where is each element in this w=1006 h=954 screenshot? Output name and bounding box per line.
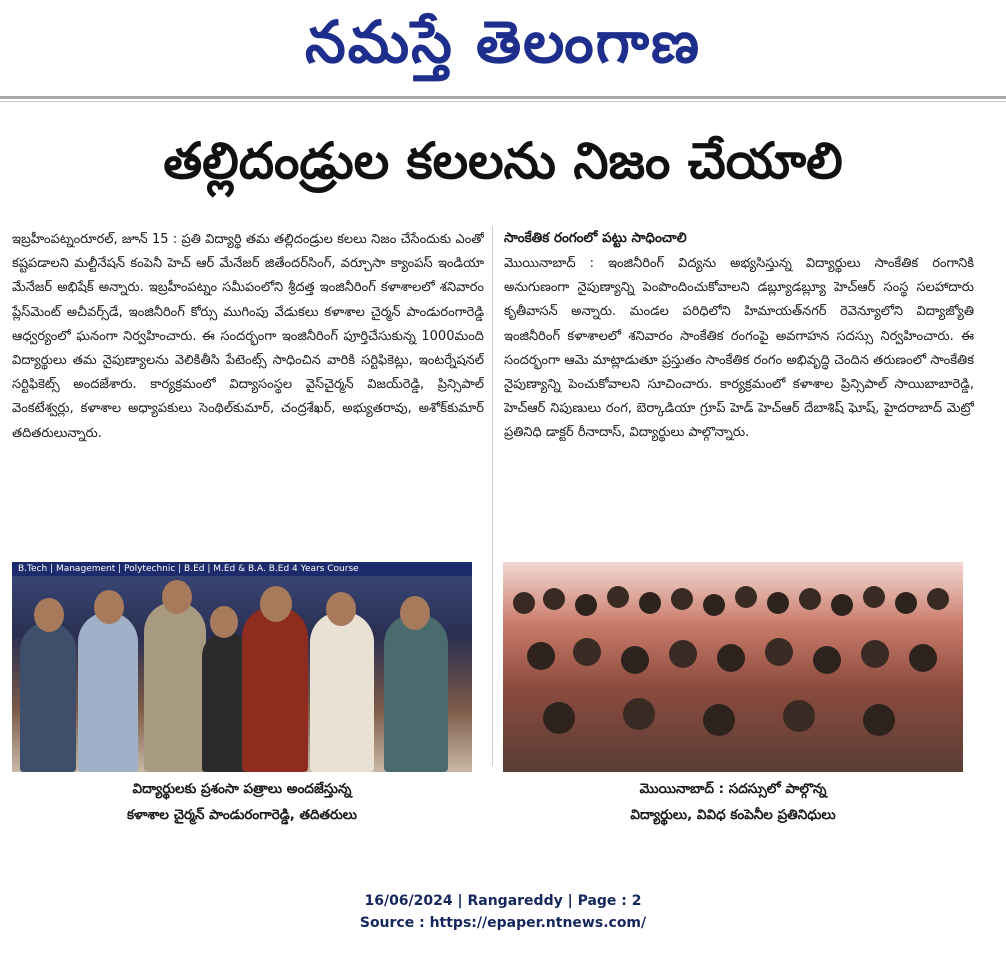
crowd-head	[527, 642, 555, 670]
article-headline: తల్లిదండ్రుల కలలను నిజం చేయాలి	[163, 132, 843, 190]
masthead	[0, 0, 1006, 96]
person-head	[94, 590, 124, 624]
person-head	[162, 580, 192, 614]
right-article-subhead: సాంకేతిక రంగంలో పట్టు సాధించాలి	[504, 230, 687, 246]
crowd-head	[863, 704, 895, 736]
person-figure	[20, 622, 76, 772]
page-footer	[0, 890, 1006, 934]
crowd-head	[735, 586, 757, 608]
person-head	[400, 596, 430, 630]
left-photo-caption	[12, 776, 472, 828]
crowd-head	[575, 594, 597, 616]
left-caption-line2: కళాశాల చైర్మన్ పాండురంగారెడ్డి, తదితరులు	[127, 807, 357, 823]
crowd-head	[927, 588, 949, 610]
left-article-body: ఇబ్రహీంపట్నంరూరల్, జూన్ 15 : ప్రతి విద్యార్థి తమ తల్లిదండ్రుల కలలు నిజం చేసేందుకు ఎంతో కష్టపడాలని మల్టీనేషన్ కంపెనీ హెచ్ ఆర్ మేనేజర్ జితేందర్‌సింగ్, వర్చూసా క్యాంపస్ ఇండియా మేనేజర్ అభిషేక్ అన్నారు. ఇబ్రహీంపట్నం సమీపంలోని శ్రీదత్త ఇంజినీరింగ్ కళాశాలలో శనివారం ప్లేస్‌మెంట్ అచీవర్స్‌డే, ఇంజినీరింగ్ కోర్సు ముగింపు వేడుకలు కళాశాల చైర్మన్ పాండురంగారెడ్డి ఆధ్వర్యంలో ఘనంగా నిర్వహించారు. ఈ సందర్భంగా ఇంజినీరింగ్ పూర్తిచేసుకున్న 1000మంది విద్యార్థులు తమ నైపుణ్యాలను వెలికితీసి పేటెంట్స్ సాధించిన వారికి సర్టిఫికెట్లు, ఇంటర్నేషనల్ సర్టిఫికెట్స్ అందజేశారు. కార్యక్రమంలో విద్యాసంస్థల వైస్‌చైర్మన్ విజయ్‌రెడ్డి, ప్రిన్సిపాల్ వెంకటేశ్వర్లు, కళాశాల అధ్యాపకులు సెంథిల్‌కుమార్, చంద్రశేఖర్, అభ్యుతరావు, అశోక్‌కుమార్ తదితరులున్నారు.	[12, 232, 484, 441]
crowd-head	[717, 644, 745, 672]
left-caption-line1: విద్యార్థులకు ప్రశంసా పత్రాలు అందజేస్తున్న	[132, 781, 352, 797]
crowd-head	[813, 646, 841, 674]
crowd-head	[767, 592, 789, 614]
crowd-head	[671, 588, 693, 610]
newspaper-logo: నమస్తే తెలంగాణ	[305, 8, 701, 76]
right-caption-line2: విద్యార్థులు, వివిధ కంపెనీల ప్రతినిధులు	[630, 807, 836, 823]
crowd-head	[909, 644, 937, 672]
crowd-head	[513, 592, 535, 614]
column-divider	[492, 226, 493, 766]
person-figure	[78, 612, 138, 772]
award-ceremony-photo	[12, 562, 472, 772]
left-article	[12, 228, 484, 553]
crowd-head	[861, 640, 889, 668]
crowd-head	[799, 588, 821, 610]
person-figure	[384, 614, 448, 772]
crowd-head	[783, 700, 815, 732]
crowd-head	[669, 640, 697, 668]
person-figure	[310, 612, 374, 772]
footer-source-link[interactable]: Source : https://epaper.ntnews.com/	[359, 915, 647, 931]
masthead-divider	[0, 96, 1006, 99]
stage-banner: B.Tech | Management | Polytechnic | B.Ed | M.Ed & B.A. B.Ed 4 Years Course	[12, 562, 472, 576]
footer-date-line: 16/06/2024 | Rangareddy | Page : 2	[364, 893, 642, 909]
person-head	[260, 586, 292, 622]
crowd-head	[607, 586, 629, 608]
crowd-head	[863, 586, 885, 608]
right-photo-caption	[503, 776, 963, 828]
person-head	[210, 606, 238, 638]
crowd-head	[831, 594, 853, 616]
crowd-head	[703, 704, 735, 736]
person-figure	[144, 602, 206, 772]
right-article-body: మొయినాబాద్ : ఇంజినీరింగ్ విద్యను అభ్యసిస్తున్న విద్యార్థులు సాంకేతిక రంగానికి అనుగుణంగా నైపుణ్యాన్ని పెంపొందించుకోవాలని డబ్ల్యూడబ్ల్యూ హెచ్‌ఆర్ సంస్థ సలహాదారు కృతీవాసన్ అన్నారు. మండల పరిధిలోని హిమాయత్‌నగర్ రెవెన్యూలోని విద్యాజ్యోతి ఇంజినీరింగ్ కళాశాలలో శనివారం సాంకేతిక రంగంపై అవగాహన సదస్సు నిర్వహించారు. ఈ సందర్భంగా ఆమె మాట్లాడుతూ ప్రస్తుతం సాంకేతిక రంగం అభివృద్ధి చెందిన తరుణంలో సాంకేతిక నైపుణ్యాన్ని పెంచుకోవాలని సూచించారు. కార్యక్రమంలో కళాశాల ప్రిన్సిపాల్ సాయిబాబారెడ్డి, హెచ్‌ఆర్ నిపుణులు రంగ, బెర్కాడియా గ్రూప్ హెడ్ హెచ్‌ఆర్ దేబాశిష్ ఘోష్, హైదరాబాద్ మెట్రో ప్రతినిధి డాక్టర్ రీనాదాస్, విద్యార్థులు పాల్గొన్నారు.	[504, 256, 974, 441]
crowd-head	[765, 638, 793, 666]
crowd-head	[895, 592, 917, 614]
person-head	[326, 592, 356, 626]
crowd-head	[573, 638, 601, 666]
masthead-divider-thin	[0, 101, 1006, 102]
crowd-head	[543, 588, 565, 610]
crowd-head	[639, 592, 661, 614]
person-head	[34, 598, 64, 632]
crowd-head	[543, 702, 575, 734]
person-figure	[242, 607, 308, 772]
crowd-head	[623, 698, 655, 730]
crowd-head	[621, 646, 649, 674]
crowd-head	[703, 594, 725, 616]
seminar-audience-photo	[503, 562, 963, 772]
right-caption-line1: మొయినాబాద్ : సదస్సులో పాల్గొన్న	[639, 781, 827, 797]
right-article	[504, 228, 974, 553]
